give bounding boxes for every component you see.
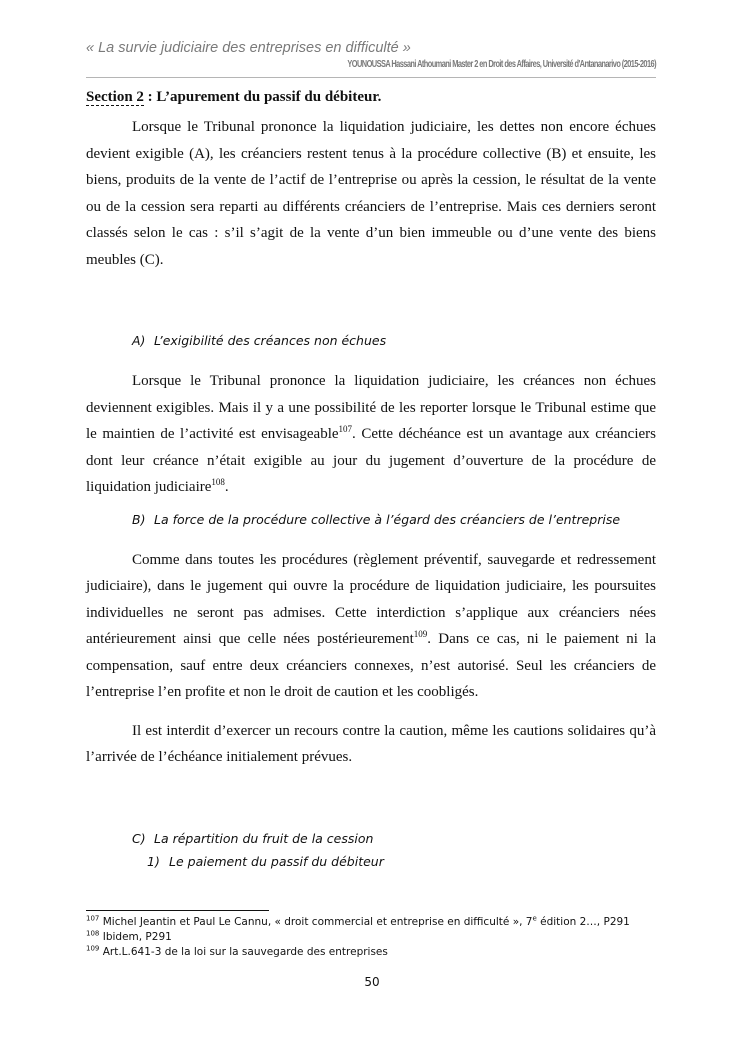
subheading-a bbox=[86, 332, 656, 350]
page-body bbox=[86, 86, 656, 871]
paragraph-b-text-1: Comme dans toutes les procédures (règlement préventif, sauvegarde et redressement judiciaire), dans le jugement qui ouvre la procédure de liquidation judiciaire, les poursuites individuelles ne seront pas admises. Cette interdiction s’applique aux créanciers nées antérieurement ainsi que celle nées postérieurement bbox=[86, 551, 656, 647]
footnote-107 bbox=[86, 915, 666, 930]
paragraph-b bbox=[86, 547, 656, 706]
footnote-superscript: e bbox=[532, 914, 537, 923]
footnote-ref-107: 107 bbox=[338, 424, 353, 434]
footnote-divider bbox=[86, 910, 269, 911]
footnote-text: Michel Jeantin et Paul Le Cannu, « droit commercial et entreprise en difficulté », 7 bbox=[102, 916, 533, 928]
intro-paragraph: Lorsque le Tribunal prononce la liquidation judiciaire, les dettes non encore échues devient exigible (A), les créanciers restent tenus à la procédure collective (B) et ensuite, les biens, produits de la vente de l’actif de l’entreprise ou après la cession, le résultat de la vente ou de la cession sera reparti au différents créanciers de l’entreprise. Mais ces derniers seront classés selon le cas : s’il s’agit de la vente d’un bien immeuble ou d’une vente des biens meubles (C). bbox=[86, 119, 656, 268]
subheading-b bbox=[86, 511, 656, 529]
footnote-ref-108: 108 bbox=[211, 477, 225, 487]
subheading-b-text: La force de la procédure collective à l’égard des créanciers de l’entreprise bbox=[154, 511, 621, 527]
footnote-number: 109 bbox=[86, 944, 100, 953]
footnotes bbox=[86, 910, 666, 960]
section-title: L’apurement du passif du débiteur. bbox=[156, 89, 382, 105]
footnote-text-end: édition 2…, P291 bbox=[536, 916, 630, 928]
paragraph-a-text-1: Lorsque le Tribunal prononce la liquidation judiciaire, les créances non échues deviennent exigibles. Mais il y a une possibilité de les reporter lorsque le Tribunal estime que le maintien de l’activité est envisageable bbox=[86, 373, 656, 442]
subheading-c bbox=[86, 830, 656, 848]
subheading-c-mark: C) bbox=[132, 830, 146, 846]
paragraph-b-text-2: . Dans ce cas, ni le paiement ni la compensation, sauf entre deux créanciers connexes, n’est autorisé. Seul les créanciers de l’entreprise l’en profite et non le droit de caution et les coobligés. bbox=[86, 631, 656, 700]
header-divider bbox=[86, 77, 656, 78]
paragraph-a-text-3: . bbox=[224, 479, 229, 495]
section-heading bbox=[86, 86, 656, 108]
footnote-108 bbox=[86, 930, 666, 945]
footnote-number: 108 bbox=[86, 929, 100, 938]
section-label: Section 2 bbox=[86, 89, 144, 105]
running-header-author: YOUNOUSSA Hassani Athoumani Master 2 en Droit des Affaires, Université d'Antananarivo (2015-2016) bbox=[347, 59, 656, 70]
footnote-text: Ibidem, P291 bbox=[102, 931, 172, 943]
subheading-b-mark: B) bbox=[132, 511, 146, 527]
subheading-c1-text: Le paiement du passif du débiteur bbox=[169, 853, 384, 869]
section-separator: : bbox=[143, 89, 157, 105]
paragraph-a-text-2: . Cette déchéance est un avantage aux créanciers dont leur créance n’était exigible au jour du jugement d’ouverture de la procédure de liquidation judiciaire bbox=[86, 426, 656, 495]
footnote-109 bbox=[86, 945, 666, 960]
subheading-c-text: La répartition du fruit de la cession bbox=[154, 830, 374, 846]
subheading-a-text: L’exigibilité des créances non échues bbox=[154, 333, 387, 348]
running-header-title: « La survie judiciaire des entreprises en difficulté » bbox=[86, 40, 411, 56]
subheading-a-mark: A) bbox=[132, 333, 146, 348]
subheading-c1-mark: 1) bbox=[147, 853, 160, 869]
footnote-ref-109: 109 bbox=[413, 629, 428, 639]
paragraph-b-2: Il est interdit d’exercer un recours contre la caution, même les cautions solidaires qu’à l’arrivée de l’échéance initialement prévues. bbox=[86, 722, 656, 765]
page-number: 50 bbox=[364, 975, 380, 989]
footnote-text: Art.L.641-3 de la loi sur la sauvegarde des entreprises bbox=[102, 946, 388, 958]
footnote-number: 107 bbox=[86, 914, 100, 923]
paragraph-a bbox=[86, 368, 656, 501]
subheading-c1 bbox=[86, 853, 656, 871]
